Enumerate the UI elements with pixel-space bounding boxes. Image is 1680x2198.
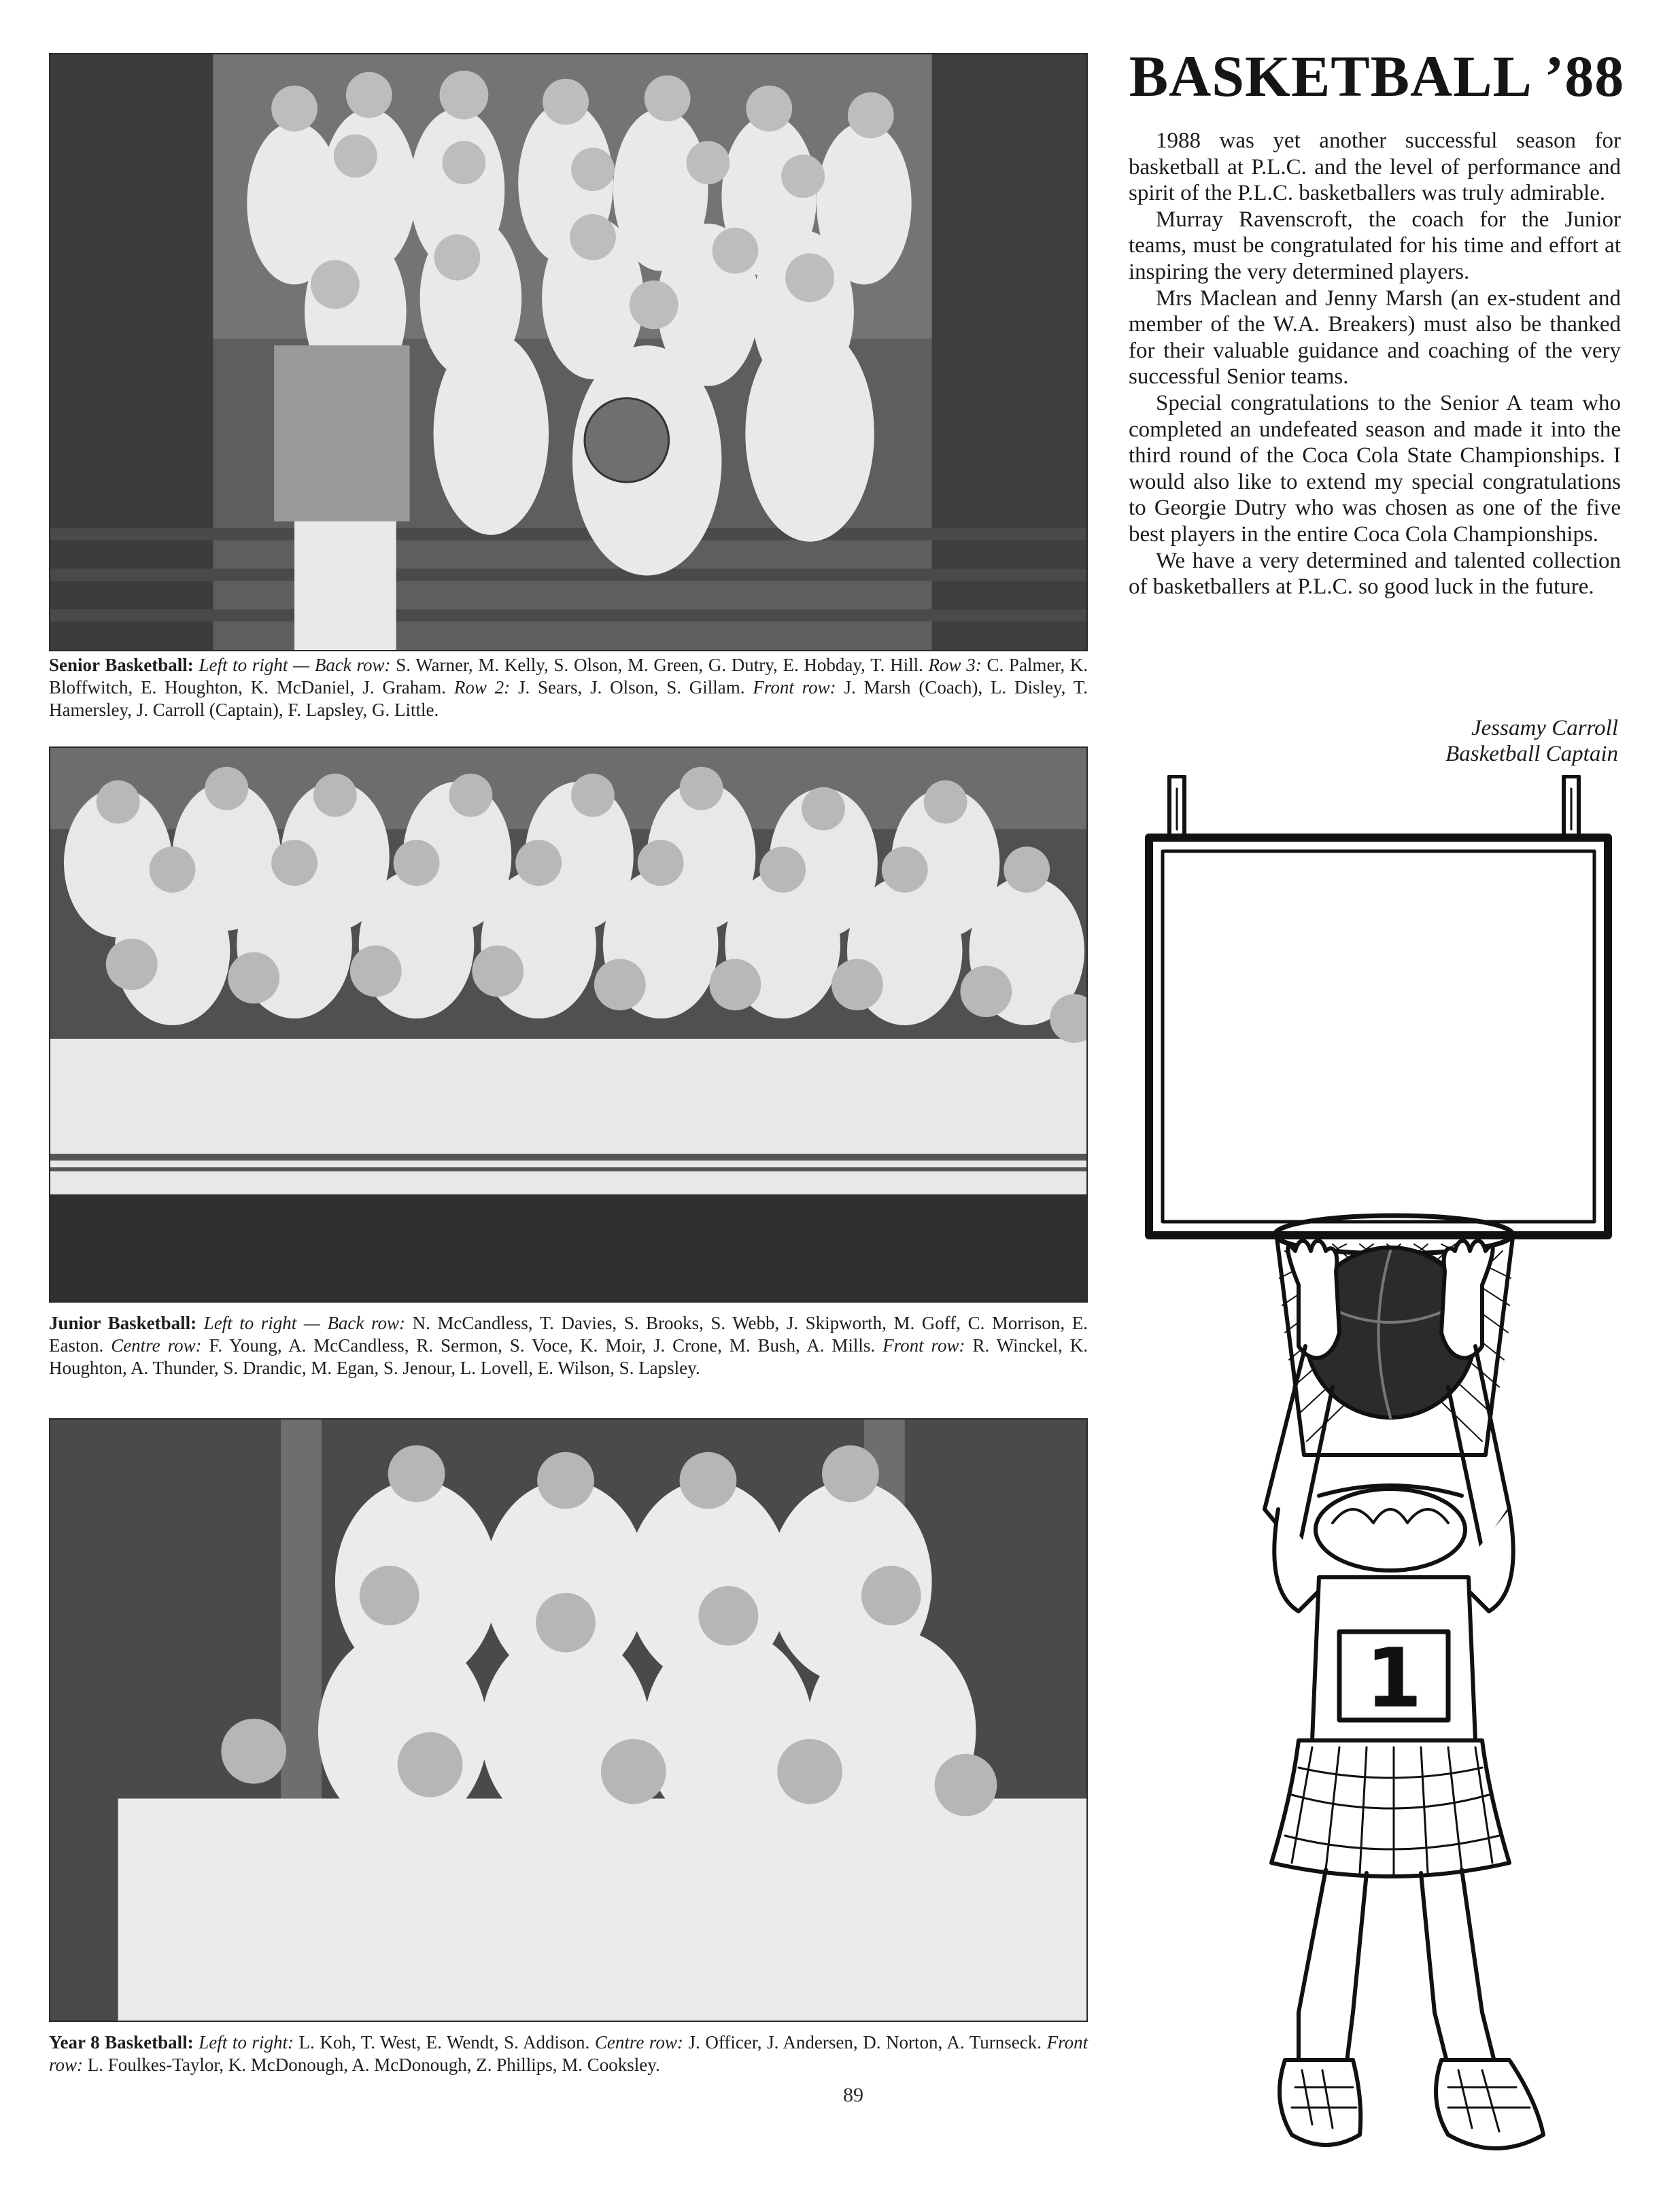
- junior-names: F. Young, A. McCandless, R. Sermon, S. Voce, K. Moir, J. Crone, M. Bush, A. Mills.: [209, 1335, 876, 1356]
- article-paragraph: Mrs Maclean and Jenny Marsh (an ex-student and member of the W.A. Breakers) must also be thanked for their valuable guidance and coaching of the very successful Senior teams.: [1129, 286, 1621, 390]
- junior-team-photo: [49, 746, 1088, 1303]
- senior-names: C. Palmer, K. Bloffwitch, E. Houghton, K. McDaniel, J. Graham.: [49, 655, 1088, 698]
- year8-segment-label: Front row:: [49, 2032, 1088, 2075]
- left-shoe: [1280, 2060, 1360, 2145]
- junior-names: R. Winckel, K. Houghton, A. Thunder, S. Drandic, M. Egan, S. Jenour, L. Lovell, E. Wilson, S. Lapsley.: [49, 1335, 1088, 1378]
- jersey-number: 1: [1365, 1632, 1422, 1726]
- backboard-inner: [1163, 851, 1594, 1222]
- junior-segment-label: Front row:: [882, 1335, 965, 1356]
- article-paragraph: Murray Ravenscroft, the coach for the Junior teams, must be congratulated for his time and effort at inspiring the very determined players.: [1129, 207, 1621, 284]
- year8-names: J. Officer, J. Andersen, D. Norton, A. Turnseck.: [688, 2032, 1042, 2053]
- right-shoe: [1436, 2060, 1543, 2148]
- page-title: BASKETBALL ’88: [1129, 44, 1625, 109]
- signature-name: Jessamy Carroll: [1471, 716, 1618, 740]
- senior-names: J. Sears, J. Olson, S. Gillam.: [517, 677, 745, 698]
- page-number: 89: [843, 2084, 863, 2106]
- senior-segment-label: Row 2:: [453, 677, 511, 698]
- signature: [1265, 715, 1618, 767]
- year8-team-photo: [49, 1418, 1088, 2022]
- junior-team-name: Junior Basketball:: [49, 1313, 197, 1333]
- year8-segment-label: Centre row:: [594, 2032, 683, 2053]
- article-body: [1129, 128, 1621, 600]
- left-hand: [1288, 1241, 1339, 1358]
- senior-team-name: Senior Basketball:: [49, 655, 194, 675]
- junior-caption: [49, 1312, 1088, 1379]
- year8-caption: [49, 2031, 1088, 2076]
- senior-segment-label: Left to right — Back row:: [199, 655, 391, 675]
- article-paragraph: We have a very determined and talented collection of basketballers at P.L.C. so good luck in the future.: [1129, 548, 1621, 600]
- signature-role: Basketball Captain: [1445, 742, 1618, 766]
- year8-segment-label: Left to right:: [199, 2032, 294, 2053]
- article-paragraph: Special congratulations to the Senior A team who completed an undefeated season and made it into the third round of the Coca Cola State Championships. I would also like to extend my special congratulations to Georgie Dutry who was chosen as one of the five best players in the entire Coca Cola Championships.: [1129, 390, 1621, 547]
- junior-segment-label: Centre row:: [111, 1335, 202, 1356]
- junior-segment-label: Left to right — Back row:: [203, 1313, 405, 1333]
- basketball-player-illustration: [1129, 775, 1639, 2189]
- senior-segment-label: Row 3:: [928, 655, 982, 675]
- junior-names: N. McCandless, T. Davies, S. Brooks, S. Webb, J. Skipworth, M. Goff, C. Morrison, E. Easton.: [49, 1313, 1088, 1356]
- backboard-outer: [1149, 838, 1608, 1235]
- senior-team-photo: [49, 53, 1088, 651]
- senior-names: S. Warner, M. Kelly, S. Olson, M. Green, G. Dutry, E. Hobday, T. Hill.: [396, 655, 923, 675]
- year8-names: L. Foulkes-Taylor, K. McDonough, A. McDonough, Z. Phillips, M. Cooksley.: [87, 2055, 660, 2075]
- article-paragraph: 1988 was yet another successful season for basketball at P.L.C. and the level of performance and spirit of the P.L.C. basketballers was truly admirable.: [1129, 128, 1621, 206]
- senior-segment-label: Front row:: [753, 677, 836, 698]
- year8-team-name: Year 8 Basketball:: [49, 2032, 194, 2053]
- senior-caption: [49, 654, 1088, 721]
- year8-names: L. Koh, T. West, E. Wendt, S. Addison.: [298, 2032, 590, 2053]
- senior-names: J. Marsh (Coach), L. Disley, T. Hamersley, J. Carroll (Captain), F. Lapsley, G. Little.: [49, 677, 1088, 720]
- right-hand: [1441, 1241, 1493, 1358]
